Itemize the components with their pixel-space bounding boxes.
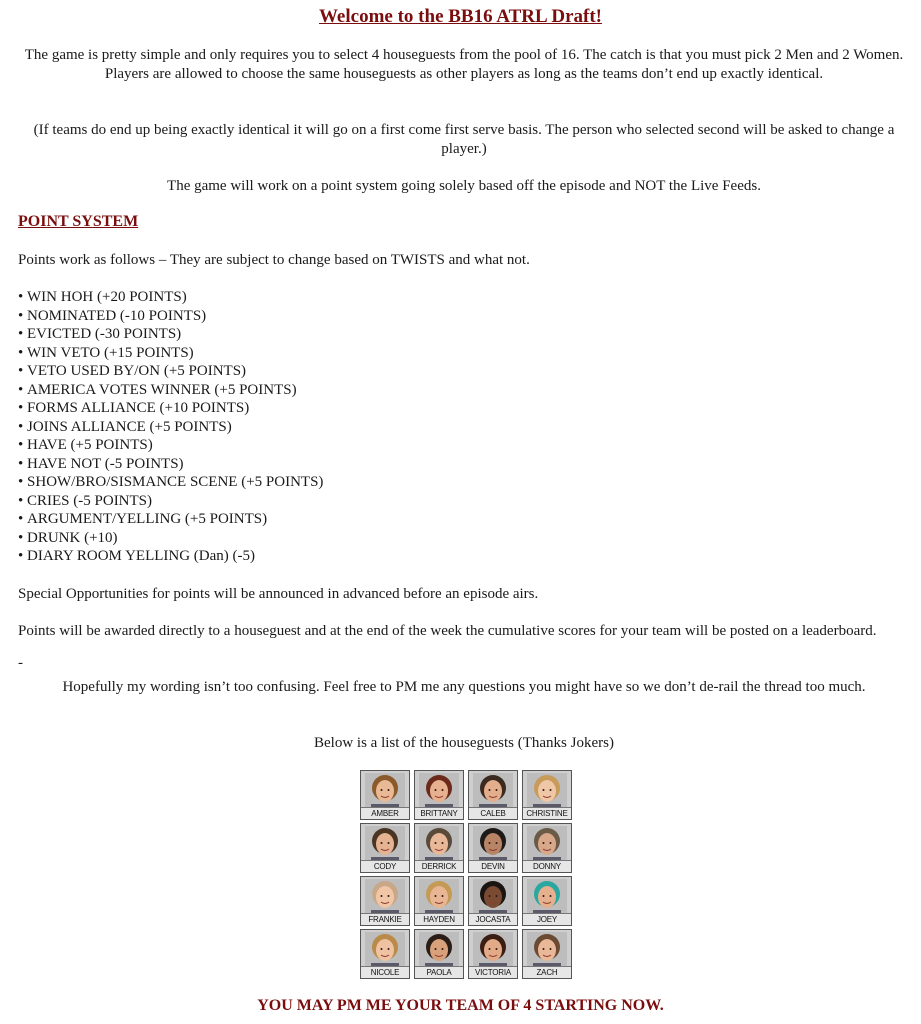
houseguest-card [360,876,410,926]
closing-announcement: YOU MAY PM ME YOUR TEAM OF 4 STARTING NOW. [257,997,664,1014]
points-list-item: • DRUNK (+10) [18,529,323,548]
houseguest-photo [365,879,405,915]
houseguest-photo [527,773,567,809]
points-list-item: • VETO USED BY/ON (+5 POINTS) [18,362,323,381]
points-list-item: • HAVE NOT (-5 POINTS) [18,455,323,474]
houseguest-name: HAYDEN [415,913,463,925]
houseguest-name: JOCASTA [469,913,517,925]
houseguest-card [360,823,410,873]
points-list [18,288,323,566]
separator-dash: - [18,655,23,671]
points-list-item: • JOINS ALLIANCE (+5 POINTS) [18,418,323,437]
houseguest-photo [473,879,513,915]
houseguest-card [414,823,464,873]
points-list-item: • FORMS ALLIANCE (+10 POINTS) [18,399,323,418]
houseguest-name: AMBER [361,807,409,819]
houseguest-photo [419,879,459,915]
houseguest-grid [360,770,576,979]
houseguest-name: VICTORIA [469,966,517,978]
houseguest-photo [527,879,567,915]
houseguest-list-caption: Below is a list of the houseguests (Thanks Jokers) [314,735,614,751]
houseguest-photo [419,773,459,809]
houseguest-card [522,823,572,873]
houseguest-photo [365,932,405,968]
points-intro: Points work as follows – They are subject to change based on TWISTS and what not. [18,252,530,268]
points-list-item: • AMERICA VOTES WINNER (+5 POINTS) [18,381,323,400]
houseguest-card [360,770,410,820]
houseguest-photo [365,826,405,862]
houseguest-photo [473,932,513,968]
houseguest-card [414,876,464,926]
houseguest-name: NICOLE [361,966,409,978]
houseguest-name: DERRICK [415,860,463,872]
houseguest-card [414,929,464,979]
point-system-heading: POINT SYSTEM [18,213,139,230]
houseguest-card [360,929,410,979]
houseguest-card [522,876,572,926]
houseguest-name: ZACH [523,966,571,978]
houseguest-photo [527,826,567,862]
houseguest-photo [473,826,513,862]
houseguest-photo [419,826,459,862]
houseguest-photo [473,773,513,809]
houseguest-name: JOEY [523,913,571,925]
houseguest-name: CALEB [469,807,517,819]
points-awarded-note: Points will be awarded directly to a houseguest and at the end of the week the cumulative scores for your team will be posted on a leaderboard. [18,623,877,639]
points-list-item: • ARGUMENT/YELLING (+5 POINTS) [18,510,323,529]
special-opportunities-note: Special Opportunities for points will be announced in advanced before an episode airs. [18,586,539,602]
houseguest-name: CHRISTINE [523,807,571,819]
houseguest-name: BRITTANY [415,807,463,819]
identical-teams-note: (If teams do end up being exactly identical it will go on a first come first serve basis. The person who selected second will be asked to change a player.) [33,122,895,157]
points-list-item: • NOMINATED (-10 POINTS) [18,307,323,326]
hopefully-note: Hopefully my wording isn’t too confusing. Feel free to PM me any questions you might have so we don’t de-rail the thread too much. [62,679,866,695]
houseguest-card [522,929,572,979]
houseguest-card [414,770,464,820]
page-title: Welcome to the BB16 ATRL Draft! [318,6,603,27]
houseguest-name: DONNY [523,860,571,872]
points-list-item: • EVICTED (-30 POINTS) [18,325,323,344]
point-system-note: The game will work on a point system going solely based off the episode and NOT the Live Feeds. [167,178,761,194]
houseguest-name: PAOLA [415,966,463,978]
houseguest-photo [365,773,405,809]
houseguest-card [468,770,518,820]
houseguest-card [468,876,518,926]
points-list-item: • SHOW/BRO/SISMANCE SCENE (+5 POINTS) [18,473,323,492]
points-list-item: • DIARY ROOM YELLING (Dan) (-5) [18,547,323,566]
houseguest-photo [419,932,459,968]
houseguest-card [468,823,518,873]
intro-paragraph: The game is pretty simple and only requires you to select 4 houseguests from the pool of 16. The catch is that you must pick 2 Men and 2 Women. Players are allowed to choose the same houseguests as other players as long as the teams don’t end up exactly identical. [24,47,904,82]
points-list-item: • WIN HOH (+20 POINTS) [18,288,323,307]
houseguest-photo [527,932,567,968]
houseguest-name: FRANKIE [361,913,409,925]
houseguest-card [522,770,572,820]
points-list-item: • CRIES (-5 POINTS) [18,492,323,511]
houseguest-name: DEVIN [469,860,517,872]
houseguest-name: CODY [361,860,409,872]
houseguest-card [468,929,518,979]
points-list-item: • WIN VETO (+15 POINTS) [18,344,323,363]
points-list-item: • HAVE (+5 POINTS) [18,436,323,455]
